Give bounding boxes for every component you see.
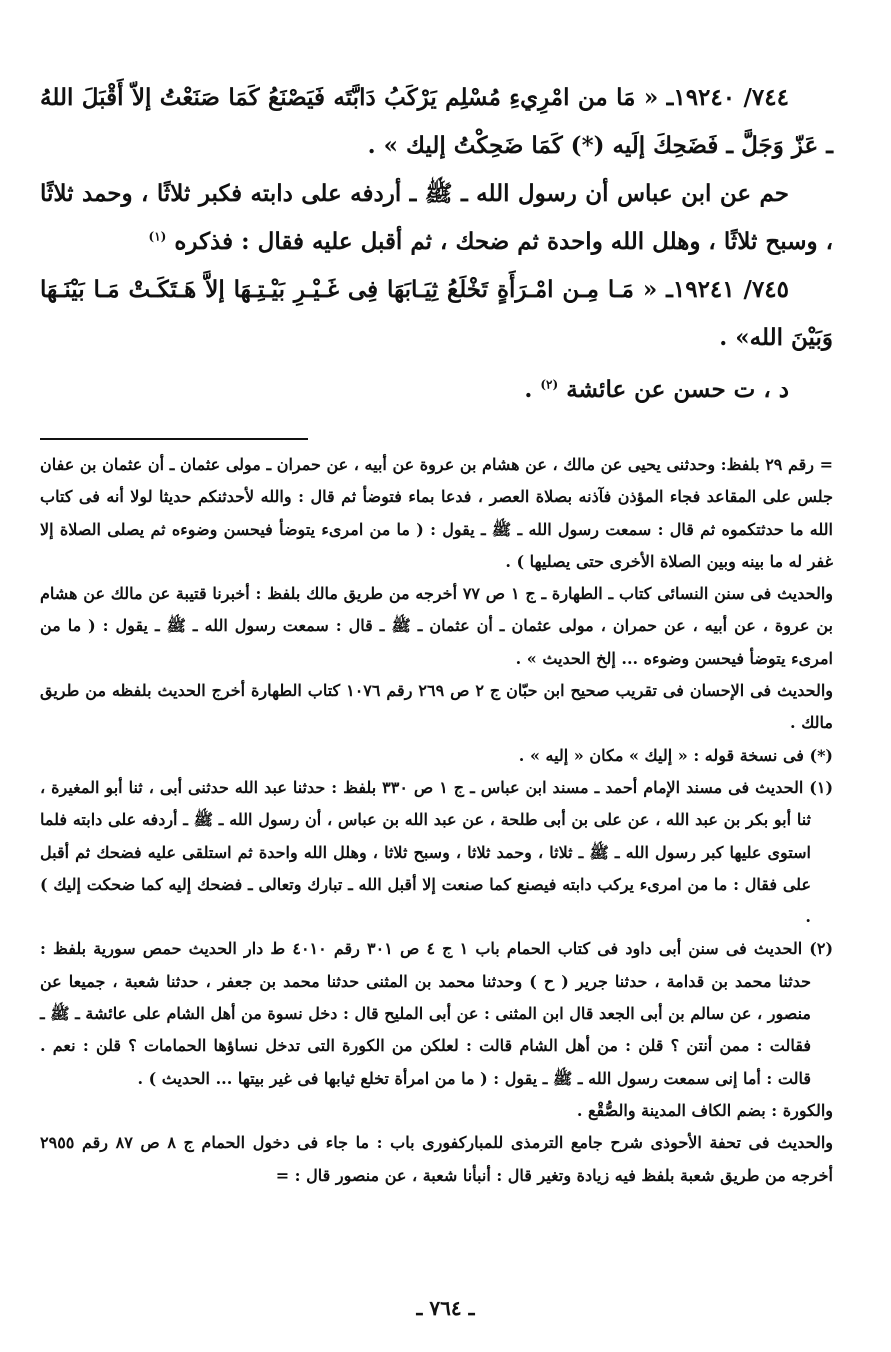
source-745 bbox=[40, 366, 833, 414]
narration-744-text: حم عن ابن عباس أن رسول الله ـ ﷺ ـ أردفه على دابته فكبر ثلاثًا ، وحمد ثلاثًا ، وسبح ثلاثًا ، وهلل الله واحدة ثم ضحك ، ثم أقبل عليه فقال : فذكره bbox=[40, 180, 833, 255]
footnote-2: (٢) الحديث فى سنن أبى داود فى كتاب الحمام باب ١ ج ٤ ص ٣٠١ رقم ٤٠١٠ ط دار الحديث حمص سورية بلفظ : حدثنا محمد بن قدامة ، حدثنا جرير ( ح ) وحدثنا محمد بن المثنى حدثنا محمد بن جعفر ، حدثنا شعبة ، جميعا عن منصور ، عن سالم بن أبى الجعد قال ابن المثنى : عن أبى المليح قال : دخل نسوة من أهل الشام على عائشة ـ ﷺ ـ فقالت : ممن أنتن ؟ قلن : من أهل الشام قالت : لعلكن من الكورة التى تدخل نساؤها الحمامات ؟ قلن : نعم . قالت : أما إنى سمعت رسول الله ـ ﷺ ـ يقول : ( ما من امرأة تخلع ثيابها فى غير بيتها ... الحديث ) . bbox=[40, 939, 834, 1088]
hadith-745: ٧٤٥/ ١٩٢٤١ـ « مَـا مِـن امْـرَأَةٍ تَخْلَعُ ثِيَـابَهَا فِى غَـيْـرِ بَيْـتِـهَا إلاَّ هَـتَكَـتْ مَـا بَيْنَـهَا وَبَيْنَ الله» . bbox=[40, 276, 833, 351]
footnote-continuation: = رقم ٢٩ بلفظ: وحدثنى يحيى عن مالك ، عن هشام بن عروة عن أبيه ، عن حمران ـ مولى عثمان ـ أن عثمان بن عفان جلس على المقاعد فجاء المؤذن فآذنه بصلاة العصر ، فدعا بماء فتوضأ ثم قال : والله لأحدثنكم حديثا لولا أنه فى كتاب الله ما حدثتكموه ثم قال : سمعت رسول الله ـ ﷺ ـ يقول : ( ما من امرىء يتوضأ فيحسن وضوءه ثم يصلى الصلاة إلا غفر له ما بينه وبين الصلاة الأخرى حتى يصليها ) . bbox=[40, 455, 833, 571]
footnote-kura: والكورة : بضم الكاف المدينة والصُّقْع . bbox=[576, 1100, 833, 1120]
footnotes bbox=[40, 449, 833, 1192]
page-number: ـ ٧٦٤ ـ bbox=[416, 1296, 475, 1320]
main-text bbox=[40, 74, 833, 414]
footnote-tuhfa: والحديث فى تحفة الأحوذى شرح جامع الترمذى للمباركفورى باب : ما جاء فى دخول الحمام ج ٨ ص ٨٧ رقم ٢٩٥٥ أخرجه من طريق شعبة بلفظ فيه زيادة وتغير قال : أنبأنا شعبة ، عن منصور قال : = bbox=[40, 1133, 834, 1185]
footnote-nasai: والحديث فى سنن النسائى كتاب ـ الطهارة ـ ج ١ ص ٧٧ أخرجه من طريق مالك بلفظ : أخبرنا قتيبة عن مالك عن هشام بن عروة ، عن أبيه ، عن حمران ، مولى عثمان ـ أن عثمان ـ ﷺ ـ قال : سمعت رسول الله ـ ﷺ ـ يقول : ( ما من امرىء يتوضأ فيحسن وضوءه ... إلخ الحديث » . bbox=[40, 584, 834, 668]
footnote-ref-1: (١) bbox=[148, 229, 167, 244]
hadith-744: ٧٤٤/ ١٩٢٤٠ـ « مَا من امْرِيءِ مُسْلِم يَرْكَبُ دَابَّتَه فَيَصْنَعُ كَمَا صَنَعْتُ إلاّ أَقْبَلَ اللهُ ـ عَزّ وَجَلَّ ـ فَضَحِكَ إلَيه (*) كَمَا ضَحِكْتُ إليك » . bbox=[40, 84, 833, 159]
source-745-end: . bbox=[524, 376, 533, 403]
narration-744 bbox=[40, 170, 833, 266]
source-745-text: د ، ت حسن عن عائشة bbox=[566, 376, 789, 403]
footnote-ihsan: والحديث فى الإحسان فى تقريب صحيح ابن حبّان ج ٢ ص ٢٦٩ رقم ١٠٧٦ كتاب الطهارة أخرج الحديث بلفظه من طريق مالك . bbox=[40, 681, 834, 733]
footnote-star: (*) فى نسخة قوله : « إليك » مكان « إليه » . bbox=[518, 745, 833, 765]
footnote-divider bbox=[40, 438, 308, 440]
footnote-ref-2: (٢) bbox=[540, 377, 559, 392]
footnote-1: (١) الحديث فى مسند الإمام أحمد ـ مسند ابن عباس ـ ج ١ ص ٣٣٠ بلفظ : حدثنا عبد الله حدثنى أبى ، ثنا أبو المغيرة ، ثنا أبو بكر بن عبد الله ، عن على بن أبى طلحة ، عن عبد الله بن عباس ، أن رسول الله ـ ﷺ ـ أردفه على دابته فلما استوى عليها كبر رسول الله ـ ﷺ ـ ثلاثا ، وحمد ثلاثا ، وسبح ثلاثا ، وهلل الله واحدة ثم استلقى عليه فضحك ثم أقبل على فقال : ما من امرىء يركب دابته فيصنع كما صنعت إلا أقبل الله ـ تبارك وتعالى ـ فضحك إليه كما ضحكت إليك ) . bbox=[40, 777, 834, 927]
